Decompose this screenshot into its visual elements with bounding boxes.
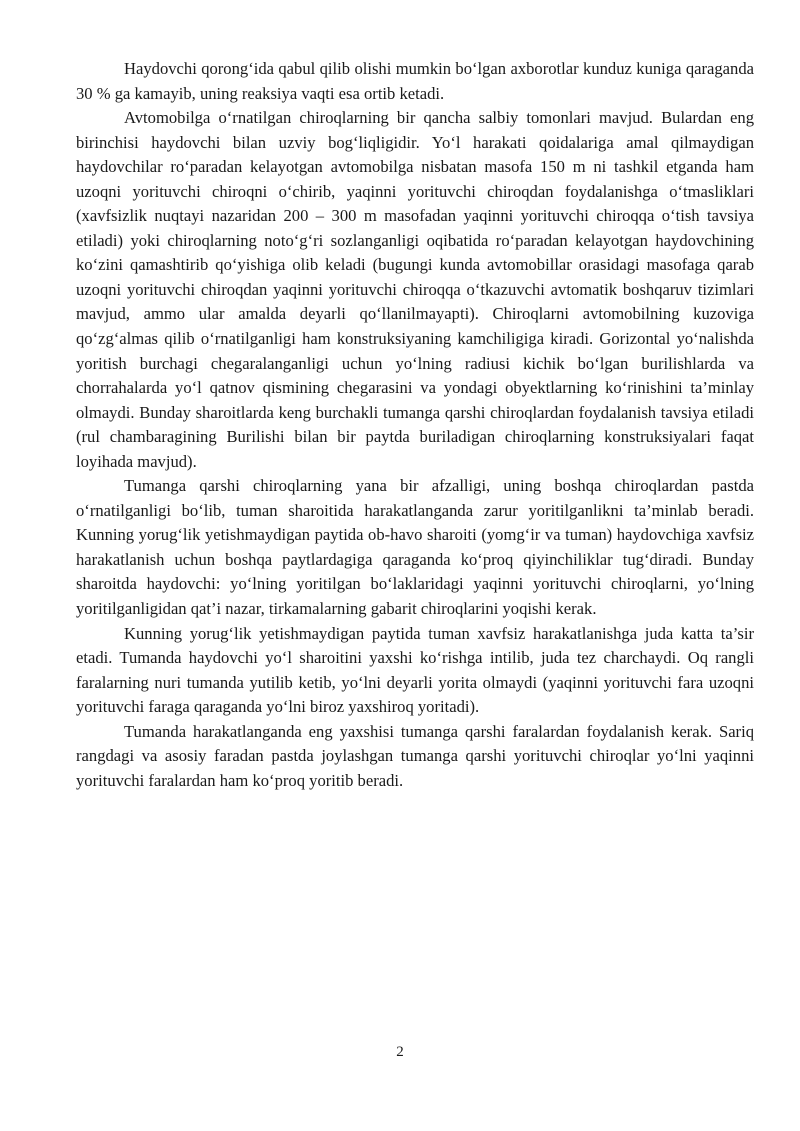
paragraph-3: Tumanga qarshi chiroqlarning yana bir afzalligi, uning boshqa chiroqlardan pastda o‘rnatilganligi bo‘lib, tuman sharoitida harakatlanganda zarur yoritilganlikni ta’minlab beradi. Kunning yorug‘lik yetishmaydigan paytida ob-havo sharoiti (yomg‘ir va tuman) haydovchiga xavfsiz harakatlanish uchun boshqa paytlardagiga qaraganda ko‘proq qiyinchiliklar tug‘diradi. Bunday sharoitda haydovchi: yo‘lning yoritilgan bo‘laklaridagi yaqinni yorituvchi chiroqlarni, yo‘lning yoritilganligidan qat’i nazar, tirkamalarning gabarit chiroqlarini yoqishi kerak. — [76, 476, 754, 619]
paragraph-2: Avtomobilga o‘rnatilgan chiroqlarning bir qancha salbiy tomonlari mavjud. Bulardan eng birinchisi haydovchi bilan uzviy bog‘liqligidir. Yo‘l harakati qoidalariga amal qilmaydigan haydovchilar ro‘paradan kelayotgan avtomobilga nisbatan masofa 150 m ni tashkil etganda ham uzoqni yorituvchi chiroqni o‘chirib, yaqinni yorituvchi chiroqdan foydalanishga o‘tmasliklari (xavfsizlik nuqtayi nazaridan 200 – 300 m masofadan yaqinni yorituvchi chiroqqa o‘tish tavsiya etiladi) yoki chiroqlarning noto‘g‘ri sozlanganligi oqibatida ro‘paradan kelayotgan haydovchining ko‘zini qamashtirib qo‘yishiga olib keladi (bugungi kunda avtomobillar orasidagi masofaga qarab uzoqni yorituvchi chiroqdan yaqinni yorituvchi chiroqqa o‘tkazuvchi avtomatik boshqaruv tizimlari mavjud, ammo ular amalda deyarli qo‘llanilmayapti). Chiroqlarni avtomobilning kuzoviga qo‘zg‘almas qilib o‘rnatilganligi ham konstruksiyaning kamchiligiga kiradi. Gorizontal yo‘nalishda yoritish burchagi chegaralanganligi uchun yo‘lning radiusi kichik bo‘lgan burilishlarda va chorrahalarda yo‘l qatnov qismining chegarasini va yondagi obyektlarning ko‘rinishini ta’minlay olmaydi. Bunday sharoitlarda keng burchakli tumanga qarshi chiroqlardan foydalanish tavsiya etiladi (rul chambaragining Burilishi bilan bir paytda buriladigan chiroqlarning konstruksiyalari faqat loyihada mavjud). — [76, 108, 754, 471]
paragraph-5: Tumanda harakatlanganda eng yaxshisi tumanga qarshi faralardan foydalanish kerak. Sariq rangdagi va asosiy faradan pastda joylashgan tumanga qarshi yorituvchi chiroqlar yo‘lni yaqinni yorituvchi faralardan ham ko‘proq yoritib beradi. — [76, 721, 754, 790]
page-number: 2 — [396, 1044, 404, 1060]
paragraph-1: Haydovchi qorong‘ida qabul qilib olishi mumkin bo‘lgan axborotlar kunduz kuniga qaraganda 30 % ga kamayib, uning reaksiya vaqti esa ortib ketadi. — [76, 59, 754, 103]
body-text — [76, 57, 754, 793]
paragraph-4: Kunning yorug‘lik yetishmaydigan paytida tuman xavfsiz harakatlanishga juda katta ta’sir etadi. Tumanda haydovchi yo‘l sharoitini yaxshi ko‘rishga intilib, juda tez charchaydi. Oq rangli faralarning nuri tumanda yutilib ketib, yo‘lni deyarli yorita olmaydi (yaqinni yorituvchi fara uzoqni yorituvchi faraga qaraganda yo‘lni biroz yaxshiroq yoritadi). — [76, 623, 754, 717]
